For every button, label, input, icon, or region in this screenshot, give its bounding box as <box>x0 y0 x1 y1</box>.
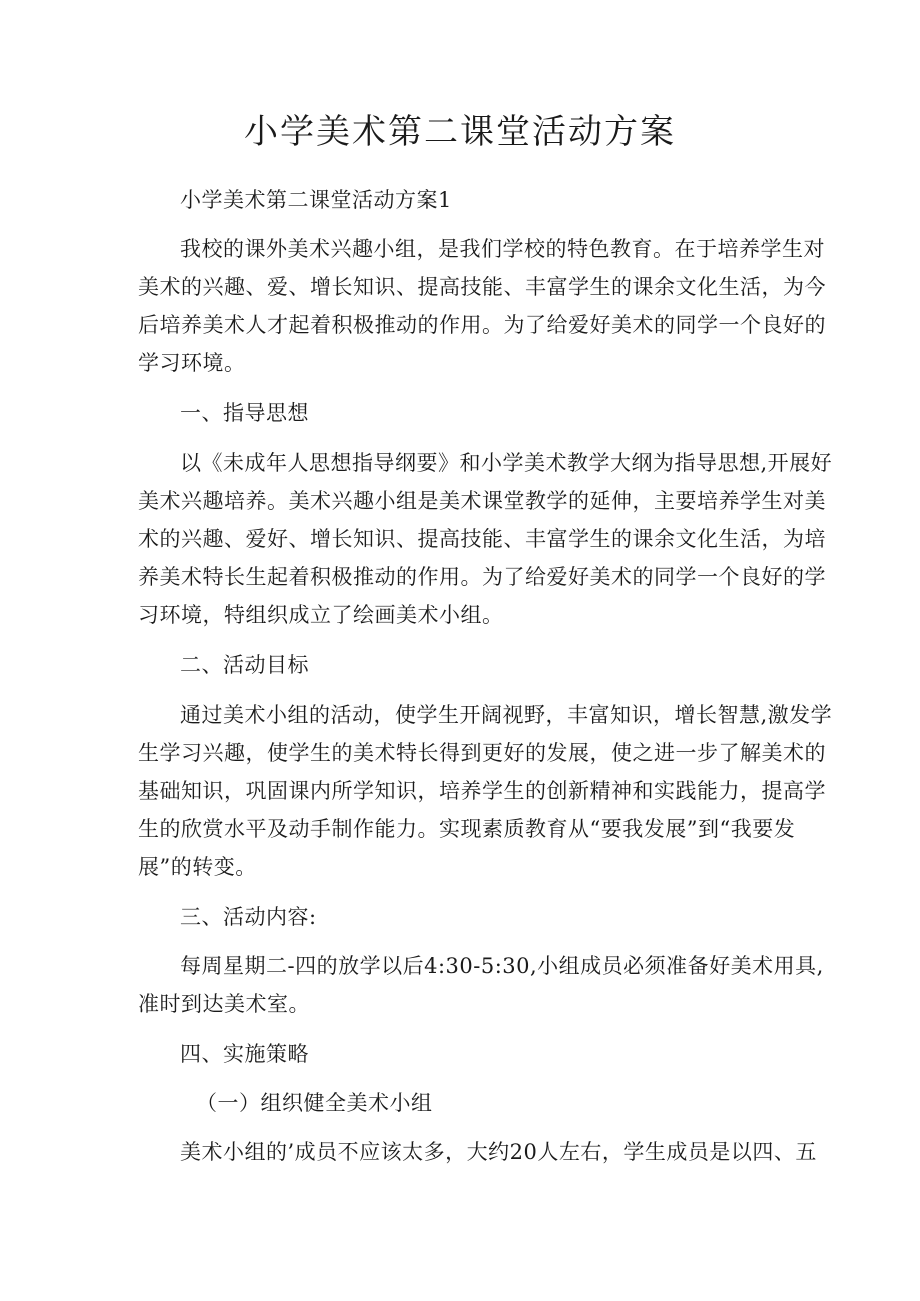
paragraph-line: 习环境，特组织成立了绘画美术小组。 <box>138 603 504 627</box>
paragraph-line: 学习环境。 <box>138 351 246 375</box>
paragraph-line: 后培养美术人才起着积极推动的作用。为了给爱好美术的同学一个良好的 <box>138 313 826 337</box>
paragraph-line: 美术兴趣培养。美术兴趣小组是美术课堂教学的延伸，主要培养学生对美 <box>138 489 826 513</box>
paragraph-line: 展”的转变。 <box>138 855 257 879</box>
section-heading: 四、实施策略 <box>180 1042 309 1066</box>
paragraph-line: 养美术特长生起着积极推动的作用。为了给爱好美术的同学一个良好的学 <box>138 565 826 589</box>
paragraph-line: 基础知识，巩固课内所学知识，培养学生的创新精神和实践能力，提高学 <box>138 779 826 803</box>
paragraph-line: 我校的课外美术兴趣小组，是我们学校的特色教育。在于培养学生对 <box>180 237 825 261</box>
paragraph-line: 准时到达美术室。 <box>138 992 310 1016</box>
paragraph-line: 术的兴趣、爱好、增长知识、提高技能、丰富学生的课余文化生活，为培 <box>138 527 826 551</box>
paragraph-line: 每周星期二-四的放学以后4:30-5:30,小组成员必须准备好美术用具, <box>180 954 824 978</box>
paragraph-line: 生的欣赏水平及动手制作能力。实现素质教育从“要我发展”到“我要发 <box>138 817 796 841</box>
document-subtitle: 小学美术第二课堂活动方案1 <box>180 188 452 212</box>
section-heading: 三、活动内容: <box>180 905 317 929</box>
paragraph-line: 美术的兴趣、爱、增长知识、提高技能、丰富学生的课余文化生活，为今 <box>138 275 826 299</box>
paragraph-line: 生学习兴趣，使学生的美术特长得到更好的发展，使之进一步了解美术的 <box>138 741 826 765</box>
document-title: 小学美术第二课堂活动方案 <box>244 112 676 152</box>
paragraph-line: 美术小组的’成员不应该太多，大约20人左右，学生成员是以四、五 <box>180 1140 817 1164</box>
section-heading: 一、指导思想 <box>180 401 309 425</box>
paragraph-line: 通过美术小组的活动，使学生开阔视野，丰富知识，增长智慧,激发学 <box>180 703 833 727</box>
section-heading: 二、活动目标 <box>180 653 309 677</box>
paragraph-line: 以《未成年人思想指导纲要》和小学美术教学大纲为指导思想,开展好 <box>180 451 833 475</box>
subsection-heading: （一）组织健全美术小组 <box>196 1091 433 1115</box>
